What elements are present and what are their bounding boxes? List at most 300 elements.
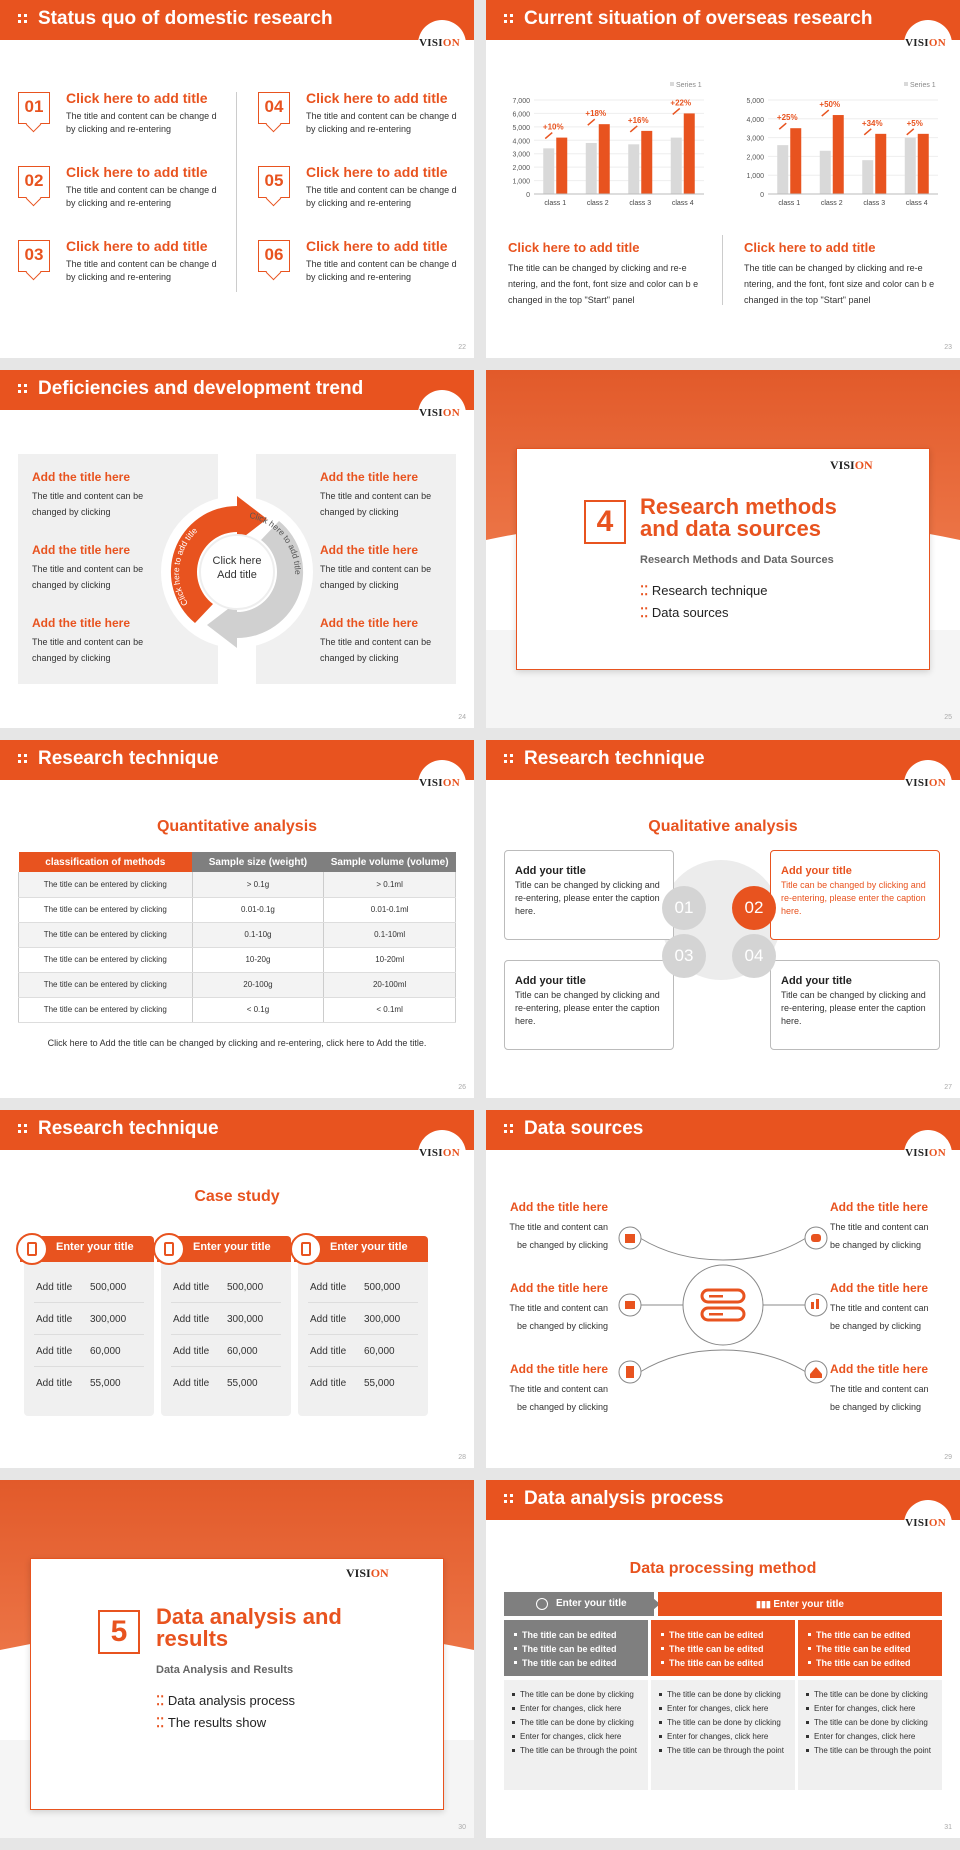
y-tick-label: 7,000 [512,98,530,105]
table-row [19,972,456,997]
legend-swatch [904,82,908,86]
page-number: 24 [458,714,466,721]
content-box[interactable] [770,960,940,1050]
section-title[interactable]: Data analysis and results [156,1604,342,1651]
case-icon [16,1233,48,1265]
row-value[interactable]: 60,000 [227,1346,258,1357]
bar [628,144,639,194]
slide-title[interactable]: Status quo of domestic research [38,8,333,29]
item-title[interactable]: Add the title here [509,1281,608,1295]
page-number: 23 [944,344,952,351]
item-title[interactable]: Add the title here [32,470,131,484]
item-title[interactable]: Add the title here [320,543,419,557]
point-item[interactable]: The title can be done by clicking [659,1688,787,1702]
item-title[interactable]: Click here to add title [306,238,448,254]
point-block [504,1680,648,1790]
edit-item[interactable]: The title can be edited [661,1656,785,1670]
dots-icon [504,754,514,764]
section-heading[interactable]: Qualitative analysis [648,818,798,835]
y-tick-label: 2,000 [512,165,530,173]
edit-item[interactable]: The title can be edited [514,1642,638,1656]
left-body[interactable]: The title can be changed by clicking and re-e ntering, and the font, font size and color can b e changed in the top "Start" panel [508,263,699,305]
item-body[interactable]: The title and content can be changed by clicking [320,491,432,517]
slide-header [486,0,960,40]
box-title[interactable]: Add your title [515,975,586,987]
divider [236,92,237,292]
bar [777,145,788,194]
slide-31[interactable] [486,1480,960,1838]
slide-25[interactable] [486,370,960,728]
x-tick-label: class 2 [586,200,609,207]
divider [722,235,723,305]
table-cell[interactable]: The title can be entered by clicking [19,922,193,947]
edit-item[interactable]: The title can be edited [808,1642,932,1656]
header-right[interactable]: ▮▮▮ Enter your title [658,1592,942,1616]
table-cell[interactable]: > 0.1g [192,872,324,897]
arrow-icon [864,129,871,135]
section-heading[interactable]: Data processing method [629,1560,817,1577]
slide-27[interactable] [486,740,960,1098]
item-body[interactable]: The title and content can be changed by clicking [830,1222,929,1250]
y-tick-label: 1,000 [746,173,764,181]
table-cell[interactable]: The title can be entered by clicking [19,972,193,997]
table-cell[interactable]: 10-20ml [324,947,456,972]
right-title[interactable]: Click here to add title [744,240,876,255]
slide-title[interactable]: Deficiencies and development trend [38,378,364,399]
arc-label-left: Click here to add title [171,525,200,608]
point-item[interactable]: The title can be through the point [806,1744,934,1758]
point-item[interactable]: The title can be done by clicking [806,1688,934,1702]
row-value[interactable]: 55,000 [364,1378,395,1389]
vision-logo: VISION [419,407,460,419]
row-label[interactable]: Add title [36,1314,73,1325]
data-label: +5% [906,118,923,128]
table-footnote[interactable]: Click here to Add the title can be changed by clicking and re-entering, click here to Add the title. [47,1038,427,1048]
point-item[interactable]: The title can be done by clicking [512,1688,640,1702]
point-block [798,1680,942,1790]
row-divider [171,1302,281,1303]
bar [790,128,801,194]
slide-header [0,370,474,410]
item-body[interactable]: The title and content can be change d by clicking and re-entering [306,259,457,282]
point-block [651,1680,795,1790]
vision-logo: VISION [419,1147,460,1159]
point-item[interactable]: The title can be done by clicking [806,1716,934,1730]
table-cell[interactable]: > 0.1ml [324,872,456,897]
slide-header [0,0,474,40]
table-cell[interactable]: The title can be entered by clicking [19,872,193,897]
y-tick-label: 5,000 [512,124,530,132]
case-card-title[interactable]: Enter your title [56,1241,134,1253]
table-cell[interactable]: The title can be entered by clicking [19,947,193,972]
point-item[interactable]: Enter for changes, click here [806,1702,934,1716]
item-body[interactable]: The title and content can be change d by clicking and re-entering [66,259,217,282]
row-label[interactable]: Add title [310,1346,347,1357]
arrow-icon [545,133,552,139]
content-box[interactable] [770,850,940,940]
row-divider [171,1334,281,1335]
number-badge: 06 [258,240,290,272]
bar [641,131,652,194]
table-cell[interactable]: 20-100ml [324,972,456,997]
content-box[interactable] [504,960,674,1050]
y-tick-label: 4,000 [512,138,530,146]
item-title[interactable]: Add the title here [509,1200,608,1214]
edit-item[interactable]: The title can be edited [808,1656,932,1670]
slide-28[interactable] [0,1110,474,1468]
arc-label-right: Click here to add title [248,509,304,575]
content-box[interactable] [504,850,674,940]
item-title[interactable]: Click here to add title [66,164,208,180]
row-value[interactable]: 500,000 [90,1282,127,1293]
row-label[interactable]: Add title [36,1346,73,1357]
legend-swatch [670,82,674,86]
slide-header [0,740,474,780]
table-cell[interactable]: < 0.1ml [324,997,456,1022]
table-row [19,922,456,947]
section-number: 5 [98,1610,140,1654]
center-circle [683,1265,763,1345]
row-value[interactable]: 300,000 [227,1314,264,1325]
vision-logo: VISION [905,1147,946,1159]
bar [599,124,610,194]
bar-chart-left [500,78,710,218]
item-body[interactable]: The title and content can be changed by clicking [509,1384,608,1412]
y-tick-label: 6,000 [512,111,530,119]
point-item[interactable]: The title can be done by clicking [512,1716,640,1730]
case-card [298,1236,428,1416]
item-title[interactable]: Add the title here [830,1281,929,1295]
y-tick-label: 0 [760,192,764,199]
bar [918,134,929,194]
table-header: classification of methods [19,852,193,872]
item-body[interactable]: The title and content can be changed by clicking [320,637,432,663]
table-cell[interactable]: 20-100g [192,972,324,997]
data-label: +16% [627,115,649,125]
edit-item[interactable]: The title can be edited [514,1628,638,1642]
case-icon [290,1233,322,1265]
case-card-title[interactable]: Enter your title [193,1241,271,1253]
methods-table [18,852,456,1023]
slide-header [486,1110,960,1150]
section-heading[interactable]: Quantitative analysis [156,818,318,835]
row-divider [34,1334,144,1335]
slide-title[interactable]: Research technique [524,748,705,769]
header-left[interactable]: Enter your title [504,1592,654,1616]
y-tick-label: 3,000 [512,151,530,159]
legend-label: Series 1 [910,82,936,89]
database-icon [536,1598,548,1610]
slide-header [486,740,960,780]
row-divider [34,1366,144,1367]
box-title[interactable]: Add your title [781,975,852,987]
page-number: 27 [944,1084,952,1091]
item-title[interactable]: Add the title here [509,1362,608,1376]
page-number: 29 [944,1454,952,1461]
point-item[interactable]: Enter for changes, click here [512,1730,640,1744]
bar [684,113,695,194]
vision-logo: VISION [830,458,873,472]
bar [833,115,844,194]
slide-30[interactable] [0,1480,474,1838]
item-body[interactable]: The title and content can be change d by clicking and re-entering [306,185,457,208]
box-body[interactable]: Title can be changed by clicking and re-entering, please enter the caption here. [781,880,926,916]
dots-icon [504,1124,514,1134]
y-tick-label: 3,000 [746,135,764,143]
section-item[interactable]: ⁚⁚ The results show [156,1715,267,1730]
item-title[interactable]: Click here to add title [306,164,448,180]
case-card-title[interactable]: Enter your title [330,1241,408,1253]
number-badge: 04 [258,92,290,124]
table-cell[interactable]: 0.1-10g [192,922,324,947]
number-circle: 04 [732,934,776,978]
item-title[interactable]: Click here to add title [66,90,208,106]
dots-icon [504,1494,514,1504]
slide-title[interactable]: Data analysis process [524,1488,724,1509]
y-tick-label: 1,000 [512,178,530,186]
row-label[interactable]: Add title [36,1282,73,1293]
edit-item[interactable]: The title can be edited [514,1656,638,1670]
item-title[interactable]: Add the title here [32,616,131,630]
item-body[interactable]: The title and content can be changed by clicking [509,1222,608,1250]
item-body[interactable]: The title and content can be change d by clicking and re-entering [66,111,217,134]
y-tick-label: 2,000 [746,154,764,162]
x-tick-label: class 4 [671,200,694,207]
bar [905,138,916,194]
page-number: 30 [458,1824,466,1831]
section-item[interactable]: ⁚⁚ Data analysis process [156,1693,296,1708]
bar [671,138,682,194]
section-items [640,580,768,624]
row-label[interactable]: Add title [173,1378,210,1389]
arrow-icon [822,110,829,116]
y-tick-label: 0 [526,192,530,199]
dots-icon [18,384,28,394]
section-title[interactable]: Research methods and data sources [640,494,837,541]
arrow-icon [588,119,595,125]
vision-logo: VISION [905,777,946,789]
table-header: Sample size (weight) [192,852,324,872]
row-divider [308,1334,418,1335]
row-divider [34,1302,144,1303]
number-circle: 03 [662,934,706,978]
item-body[interactable]: The title and content can be change d by clicking and re-entering [306,111,457,134]
data-label: +10% [542,122,564,132]
case-card [24,1236,154,1416]
arrow-icon [779,123,786,129]
row-value[interactable]: 60,000 [364,1346,395,1357]
slide-29[interactable] [486,1110,960,1468]
edit-item[interactable]: The title can be edited [808,1628,932,1642]
edit-item[interactable]: The title can be edited [661,1628,785,1642]
number-badge: 05 [258,166,290,198]
page-number: 28 [458,1454,466,1461]
item-body[interactable]: The title and content can be changed by clicking [830,1384,929,1412]
row-label[interactable]: Add title [310,1314,347,1325]
dots-icon [18,1124,28,1134]
item-title[interactable]: Click here to add title [66,238,208,254]
slide-title[interactable]: Research technique [38,1118,219,1139]
row-value[interactable]: 500,000 [364,1282,401,1293]
box-body[interactable]: Title can be changed by clicking and re-entering, please enter the caption here. [781,990,926,1026]
point-item[interactable]: The title can be through the point [512,1744,640,1758]
item-title[interactable]: Add the title here [32,543,131,557]
right-body[interactable]: The title can be changed by clicking and re-e ntering, and the font, font size and color can b e changed in the top "Start" panel [744,263,935,305]
data-label: +34% [861,118,883,128]
page-number: 25 [944,714,952,721]
section-items [156,1690,295,1734]
point-item[interactable]: Enter for changes, click here [806,1730,934,1744]
item-body[interactable]: The title and content can be change d by clicking and re-entering [66,185,217,208]
bar [820,151,831,194]
row-divider [171,1366,281,1367]
bar [586,143,597,194]
section-item[interactable]: ⁚⁚ Research technique [640,583,768,598]
table-row [19,872,456,897]
table-cell[interactable]: 0.01-0.1ml [324,897,456,922]
row-divider [308,1302,418,1303]
data-label: +50% [819,100,841,110]
cycle-center-text[interactable]: Click here Add title [212,555,262,581]
slide-header [486,1480,960,1520]
data-sources-diagram [616,1220,830,1390]
dots-icon [18,14,28,24]
data-label: +22% [670,98,692,108]
slide-22[interactable] [0,0,474,358]
bar-chart-right [734,78,944,218]
edit-block [504,1620,648,1676]
arrow-icon [907,129,914,135]
section-subtitle[interactable]: Data Analysis and Results [156,1664,294,1676]
data-label: +25% [776,113,798,123]
bar-chart-icon: ▮▮▮ [756,1599,774,1609]
slide-title[interactable]: Research technique [38,748,219,769]
item-title[interactable]: Add the title here [320,470,419,484]
box-body[interactable]: Title can be changed by clicking and re-entering, please enter the caption here. [515,880,660,916]
item-body[interactable]: The title and content can be changed by clicking [32,491,144,517]
section-number: 4 [584,500,626,544]
item-title[interactable]: Click here to add title [306,90,448,106]
table-cell[interactable]: 0.01-0.1g [192,897,324,922]
item-body[interactable]: The title and content can be changed by clicking [32,637,144,663]
row-value[interactable]: 300,000 [364,1314,401,1325]
table-cell[interactable]: The title can be entered by clicking [19,997,193,1022]
row-label[interactable]: Add title [173,1314,210,1325]
slide-header [0,1110,474,1150]
data-label: +18% [585,109,607,119]
case-icon [153,1233,185,1265]
number-badge: 02 [18,166,50,198]
slide-title[interactable]: Data sources [524,1118,644,1139]
x-tick-label: class 3 [863,200,886,207]
number-badge: 01 [18,92,50,124]
point-item[interactable]: Enter for changes, click here [659,1702,787,1716]
row-value[interactable]: 60,000 [90,1346,121,1357]
item-title[interactable]: Add the title here [830,1362,929,1376]
bar [543,148,554,194]
title-card [30,1558,444,1810]
edit-block [798,1620,942,1676]
number-circle: 01 [662,886,706,930]
table-row [19,947,456,972]
page-number: 22 [458,344,466,351]
row-divider [308,1366,418,1367]
number-badge: 03 [18,240,50,272]
left-title[interactable]: Click here to add title [508,240,640,255]
legend-label: Series 1 [676,82,702,89]
case-card [161,1236,291,1416]
vision-logo: VISION [346,1566,389,1580]
bar [875,134,886,194]
dots-icon [18,754,28,764]
dots-icon [504,14,514,24]
item-body[interactable]: The title and content can be changed by clicking [830,1303,929,1331]
row-value[interactable]: 300,000 [90,1314,127,1325]
slide-24[interactable] [0,370,474,728]
y-tick-label: 5,000 [746,98,764,105]
vision-logo: VISION [905,1517,946,1529]
table-cell[interactable]: The title can be entered by clicking [19,897,193,922]
section-heading[interactable]: Case study [194,1188,280,1205]
bar [862,160,873,194]
section-subtitle[interactable]: Research Methods and Data Sources [640,554,834,566]
page-number: 26 [458,1084,466,1091]
point-item[interactable]: The title can be done by clicking [659,1716,787,1730]
row-label[interactable]: Add title [310,1282,347,1293]
item-title[interactable]: Add the title here [830,1200,929,1214]
x-tick-label: class 1 [778,200,801,207]
row-value[interactable]: 55,000 [90,1378,121,1389]
slide-23[interactable] [486,0,960,358]
box-body[interactable]: Title can be changed by clicking and re-entering, please enter the caption here. [515,990,660,1026]
x-tick-label: class 3 [629,200,652,207]
table-cell[interactable]: 10-20g [192,947,324,972]
vision-logo: VISION [419,777,460,789]
edit-item[interactable]: The title can be edited [661,1642,785,1656]
item-body[interactable]: The title and content can be changed by clicking [320,564,432,590]
row-value[interactable]: 500,000 [227,1282,264,1293]
row-value[interactable]: 55,000 [227,1378,258,1389]
item-title[interactable]: Add the title here [320,616,419,630]
table-cell[interactable]: < 0.1g [192,997,324,1022]
item-body[interactable]: The title and content can be changed by clicking [32,564,144,590]
box-title[interactable]: Add your title [515,865,586,877]
vision-logo: VISION [905,37,946,49]
slide-26[interactable] [0,740,474,1098]
table-row [19,997,456,1022]
table-header: Sample volume (volume) [324,852,456,872]
table-cell[interactable]: 0.1-10ml [324,922,456,947]
point-item[interactable]: Enter for changes, click here [512,1702,640,1716]
point-item[interactable]: The title can be through the point [659,1744,787,1758]
bar [556,138,567,194]
row-label[interactable]: Add title [173,1282,210,1293]
row-label[interactable]: Add title [173,1346,210,1357]
vision-logo: VISION [419,37,460,49]
box-title[interactable]: Add your title [781,865,852,877]
point-item[interactable]: Enter for changes, click here [659,1730,787,1744]
table-row [19,897,456,922]
x-tick-label: class 1 [544,200,567,207]
section-item[interactable]: ⁚⁚ Data sources [640,605,729,620]
x-tick-label: class 4 [905,200,928,207]
row-label[interactable]: Add title [36,1378,73,1389]
x-tick-label: class 2 [820,200,843,207]
page-number: 31 [944,1824,952,1831]
item-body[interactable]: The title and content can be changed by clicking [509,1303,608,1331]
row-label[interactable]: Add title [310,1378,347,1389]
slide-title[interactable]: Current situation of overseas research [524,8,873,29]
